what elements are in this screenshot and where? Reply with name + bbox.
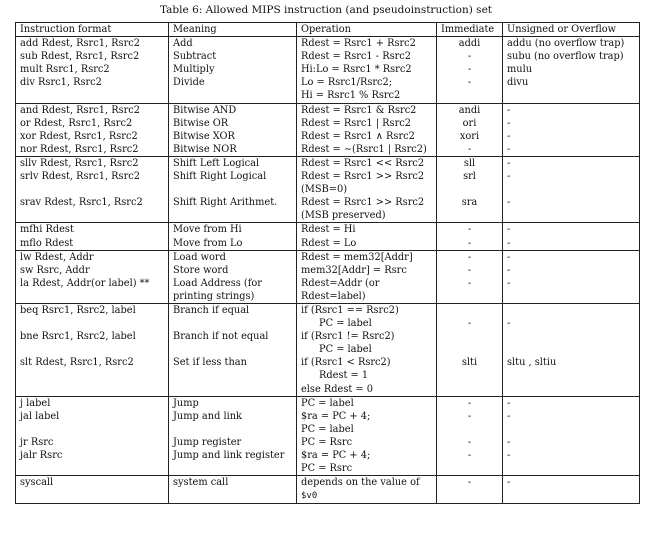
table-row	[16, 489, 640, 504]
instruction-format: add Rdest, Rsrc1, Rsrc2	[16, 37, 169, 51]
table-row	[16, 117, 640, 130]
operation-indented: PC = label	[319, 318, 372, 330]
operation: Rdest = Rsrc1 << Rsrc2	[297, 156, 437, 170]
instruction-format: jal label	[16, 410, 169, 423]
instruction-format: srlv Rdest, Rsrc1, Rsrc2	[16, 170, 169, 183]
operation: Rdest = Hi	[297, 223, 437, 237]
immediate: -	[437, 436, 503, 449]
meaning: Move from Lo	[169, 237, 297, 251]
immediate: -	[437, 250, 503, 264]
operation	[297, 369, 437, 382]
unsigned-overflow: -	[503, 277, 640, 290]
operation: (MSB=0)	[297, 183, 437, 196]
unsigned-overflow: -	[503, 396, 640, 410]
operation: PC = Rsrc	[297, 436, 437, 449]
immediate: -	[437, 76, 503, 89]
operation: PC = Rsrc	[297, 462, 437, 476]
immediate: -	[437, 476, 503, 490]
table-row	[16, 183, 640, 196]
operation	[297, 317, 437, 330]
instruction-format: lw Rdest, Addr	[16, 250, 169, 264]
unsigned-overflow: -	[503, 170, 640, 183]
table-row	[16, 290, 640, 304]
immediate: slti	[437, 356, 503, 369]
meaning: Branch if equal	[169, 303, 297, 317]
header-meaning: Meaning	[169, 23, 297, 37]
operation: Rdest=Addr (or	[297, 277, 437, 290]
table-row	[16, 196, 640, 209]
immediate: -	[437, 396, 503, 410]
meaning: Load Address (for	[169, 277, 297, 290]
operation-indented: Rdest = 1	[319, 370, 369, 382]
meaning: Shift Left Logical	[169, 156, 297, 170]
table-row	[16, 76, 640, 89]
meaning: Move from Hi	[169, 223, 297, 237]
operation: Rdest = Rsrc1 >> Rsrc2	[297, 170, 437, 183]
unsigned-overflow: -	[503, 410, 640, 423]
operation: else Rdest = 0	[297, 383, 437, 397]
immediate: -	[437, 317, 503, 330]
unsigned-overflow: -	[503, 237, 640, 251]
table-row	[16, 130, 640, 143]
instruction-format: la Rdest, Addr(or label) **	[16, 277, 169, 290]
operation: Rdest = Rsrc1 + Rsrc2	[297, 37, 437, 51]
header-unsigned-overflow: Unsigned or Overflow	[503, 23, 640, 37]
instruction-format: mflo Rdest	[16, 237, 169, 251]
operation: PC = label	[297, 423, 437, 436]
unsigned-overflow: -	[503, 250, 640, 264]
meaning: Jump	[169, 396, 297, 410]
unsigned-overflow: -	[503, 223, 640, 237]
meaning: Shift Right Logical	[169, 170, 297, 183]
unsigned-overflow: -	[503, 196, 640, 209]
table-row	[16, 156, 640, 170]
instruction-format: div Rsrc1, Rsrc2	[16, 76, 169, 89]
meaning: printing strings)	[169, 290, 297, 304]
table-row	[16, 250, 640, 264]
table-row	[16, 423, 640, 436]
instruction-format: mfhi Rdest	[16, 223, 169, 237]
table-row	[16, 264, 640, 277]
table-row	[16, 396, 640, 410]
meaning: Load word	[169, 250, 297, 264]
instruction-format: jalr Rsrc	[16, 449, 169, 462]
operation-indented: PC = label	[319, 344, 372, 356]
instruction-format: sw Rsrc, Addr	[16, 264, 169, 277]
unsigned-overflow: sltu , sltiu	[503, 356, 640, 369]
instruction-format: mult Rsrc1, Rsrc2	[16, 63, 169, 76]
operation: Rdest = Rsrc1 >> Rsrc2	[297, 196, 437, 209]
meaning: Bitwise AND	[169, 103, 297, 117]
operation: Rdest = Rsrc1 ∧ Rsrc2	[297, 130, 437, 143]
mips-instruction-table	[15, 22, 640, 504]
table-row	[16, 383, 640, 397]
operation: Rdest=label)	[297, 290, 437, 304]
operation: Rdest = Rsrc1 | Rsrc2	[297, 117, 437, 130]
unsigned-overflow: divu	[503, 76, 640, 89]
operation: mem32[Addr] = Rsrc	[297, 264, 437, 277]
unsigned-overflow: -	[503, 156, 640, 170]
operation-register: $v0	[301, 491, 318, 502]
unsigned-overflow: -	[503, 264, 640, 277]
table-caption: Table 6: Allowed MIPS instruction (and pseudoinstruction) set	[159, 4, 493, 16]
immediate: xori	[437, 130, 503, 143]
operation	[297, 343, 437, 356]
header-instruction-format: Instruction format	[16, 23, 169, 37]
immediate: -	[437, 223, 503, 237]
immediate: addi	[437, 37, 503, 51]
table-row	[16, 462, 640, 476]
table-row	[16, 356, 640, 369]
header-immediate: Immediate	[437, 23, 503, 37]
table-row	[16, 317, 640, 330]
instruction-format: beq Rsrc1, Rsrc2, label	[16, 303, 169, 317]
table-row	[16, 449, 640, 462]
instruction-format: xor Rdest, Rsrc1, Rsrc2	[16, 130, 169, 143]
unsigned-overflow: -	[503, 143, 640, 157]
unsigned-overflow: mulu	[503, 63, 640, 76]
unsigned-overflow: -	[503, 449, 640, 462]
header-operation: Operation	[297, 23, 437, 37]
meaning: Jump register	[169, 436, 297, 449]
instruction-format: or Rdest, Rsrc1, Rsrc2	[16, 117, 169, 130]
immediate: ori	[437, 117, 503, 130]
operation: $ra = PC + 4;	[297, 410, 437, 423]
operation: Hi:Lo = Rsrc1 * Rsrc2	[297, 63, 437, 76]
instruction-format: nor Rdest, Rsrc1, Rsrc2	[16, 143, 169, 157]
immediate: -	[437, 237, 503, 251]
meaning: Subtract	[169, 50, 297, 63]
header-row	[16, 23, 640, 37]
instruction-format: sub Rdest, Rsrc1, Rsrc2	[16, 50, 169, 63]
immediate: -	[437, 63, 503, 76]
instruction-format: sllv Rdest, Rsrc1, Rsrc2	[16, 156, 169, 170]
instruction-format: syscall	[16, 476, 169, 490]
immediate: -	[437, 143, 503, 157]
table-row	[16, 50, 640, 63]
table-row	[16, 410, 640, 423]
table-row	[16, 143, 640, 157]
immediate: sll	[437, 156, 503, 170]
table-row	[16, 330, 640, 343]
unsigned-overflow: -	[503, 117, 640, 130]
immediate: srl	[437, 170, 503, 183]
operation: (MSB preserved)	[297, 209, 437, 223]
table-row	[16, 303, 640, 317]
instruction-format: slt Rdest, Rsrc1, Rsrc2	[16, 356, 169, 369]
table-row	[16, 476, 640, 490]
table-row	[16, 369, 640, 382]
immediate: sra	[437, 196, 503, 209]
operation: if (Rsrc1 != Rsrc2)	[297, 330, 437, 343]
unsigned-overflow: -	[503, 436, 640, 449]
operation: Rdest = ∼(Rsrc1 | Rsrc2)	[297, 143, 437, 157]
unsigned-overflow: subu (no overflow trap)	[503, 50, 640, 63]
operation: depends on the value of	[297, 476, 437, 490]
operation: Rdest = Rsrc1 - Rsrc2	[297, 50, 437, 63]
table-row	[16, 89, 640, 103]
unsigned-overflow: -	[503, 476, 640, 490]
operation: Rdest = mem32[Addr]	[297, 250, 437, 264]
table-row	[16, 170, 640, 183]
unsigned-overflow: addu (no overflow trap)	[503, 37, 640, 51]
meaning: Bitwise NOR	[169, 143, 297, 157]
instruction-format: and Rdest, Rsrc1, Rsrc2	[16, 103, 169, 117]
operation: if (Rsrc1 < Rsrc2)	[297, 356, 437, 369]
table-row	[16, 209, 640, 223]
operation: Lo = Rsrc1/Rsrc2;	[297, 76, 437, 89]
meaning: Add	[169, 37, 297, 51]
instruction-format: j label	[16, 396, 169, 410]
table-row	[16, 37, 640, 51]
unsigned-overflow: -	[503, 130, 640, 143]
table-row	[16, 63, 640, 76]
meaning: system call	[169, 476, 297, 490]
immediate: andi	[437, 103, 503, 117]
table-row	[16, 237, 640, 251]
table-row	[16, 436, 640, 449]
meaning: Store word	[169, 264, 297, 277]
meaning: Bitwise XOR	[169, 130, 297, 143]
table-row	[16, 277, 640, 290]
meaning: Divide	[169, 76, 297, 89]
meaning: Set if less than	[169, 356, 297, 369]
immediate: -	[437, 50, 503, 63]
table-row	[16, 103, 640, 117]
meaning: Bitwise OR	[169, 117, 297, 130]
instruction-format: jr Rsrc	[16, 436, 169, 449]
meaning: Branch if not equal	[169, 330, 297, 343]
meaning: Shift Right Arithmet.	[169, 196, 297, 209]
instruction-format: bne Rsrc1, Rsrc2, label	[16, 330, 169, 343]
meaning: Jump and link	[169, 410, 297, 423]
operation: Rdest = Rsrc1 & Rsrc2	[297, 103, 437, 117]
operation	[297, 489, 437, 504]
immediate: -	[437, 410, 503, 423]
immediate: -	[437, 277, 503, 290]
unsigned-overflow: -	[503, 103, 640, 117]
immediate: -	[437, 264, 503, 277]
table-row	[16, 223, 640, 237]
meaning: Multiply	[169, 63, 297, 76]
immediate: -	[437, 449, 503, 462]
operation: Rdest = Lo	[297, 237, 437, 251]
operation: $ra = PC + 4;	[297, 449, 437, 462]
operation: Hi = Rsrc1 % Rsrc2	[297, 89, 437, 103]
table-row	[16, 343, 640, 356]
operation: PC = label	[297, 396, 437, 410]
meaning: Jump and link register	[169, 449, 297, 462]
unsigned-overflow: -	[503, 317, 640, 330]
instruction-format: srav Rdest, Rsrc1, Rsrc2	[16, 196, 169, 209]
operation: if (Rsrc1 == Rsrc2)	[297, 303, 437, 317]
